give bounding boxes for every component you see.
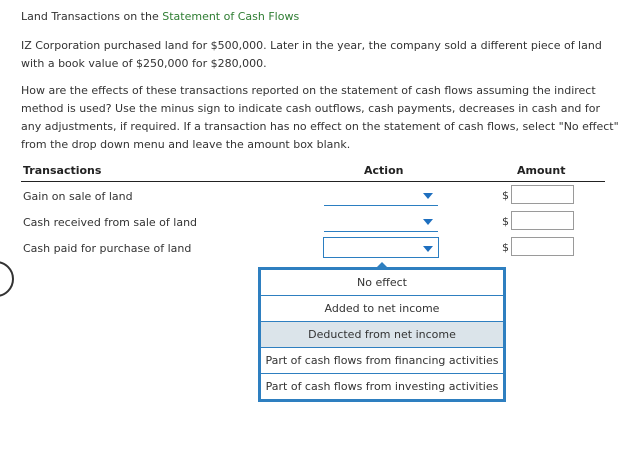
table-row	[21, 211, 605, 235]
chevron-down-icon	[423, 193, 433, 199]
page-title	[21, 10, 299, 23]
action-select-open[interactable]	[323, 237, 439, 258]
dropdown-option-financing-activities[interactable]: Part of cash flows from financing activities	[261, 348, 503, 374]
action-select[interactable]	[324, 185, 438, 206]
title-prefix: Land Transactions on the	[21, 10, 163, 23]
title-link: Statement of Cash Flows	[162, 10, 300, 23]
amount-input[interactable]	[511, 211, 574, 230]
header-transactions: Transactions	[23, 164, 102, 177]
dropdown-option-added-to-net-income[interactable]: Added to net income	[261, 296, 503, 322]
table-header	[21, 163, 605, 182]
action-dropdown-menu	[258, 267, 506, 402]
circle-marker-icon	[0, 261, 14, 297]
currency-symbol: $	[502, 215, 509, 228]
row-label: Gain on sale of land	[23, 190, 133, 203]
dropdown-option-no-effect[interactable]: No effect	[261, 270, 503, 296]
table-row	[21, 185, 605, 209]
chevron-down-icon	[423, 246, 433, 252]
header-action: Action	[364, 164, 404, 177]
table-row	[21, 237, 605, 261]
question-paragraph-1: IZ Corporation purchased land for $500,000. Later in the year, the company sold a different piece of land with a book value of $250,000 for $280,000.	[21, 39, 602, 70]
action-select[interactable]	[324, 211, 438, 232]
question-paragraph-2: How are the effects of these transactions reported on the statement of cash flows assuming the indirect method is used? Use the minus sign to indicate cash outflows, cash payments, decreases in cash and for any adjustments, if required. If a transaction has no effect on the statement of cash flows, select "No effect" from the drop down menu and leave the amount box blank.	[21, 84, 619, 151]
currency-symbol: $	[502, 241, 509, 254]
dropdown-option-deducted-from-net-income[interactable]: Deducted from net income	[261, 322, 503, 348]
dropdown-option-investing-activities[interactable]: Part of cash flows from investing activities	[265, 380, 499, 393]
amount-input[interactable]	[511, 237, 574, 256]
currency-symbol: $	[502, 189, 509, 202]
amount-input[interactable]	[511, 185, 574, 204]
chevron-down-icon	[423, 219, 433, 225]
header-amount: Amount	[517, 164, 566, 177]
row-label: Cash paid for purchase of land	[23, 242, 192, 255]
row-label: Cash received from sale of land	[23, 216, 198, 229]
